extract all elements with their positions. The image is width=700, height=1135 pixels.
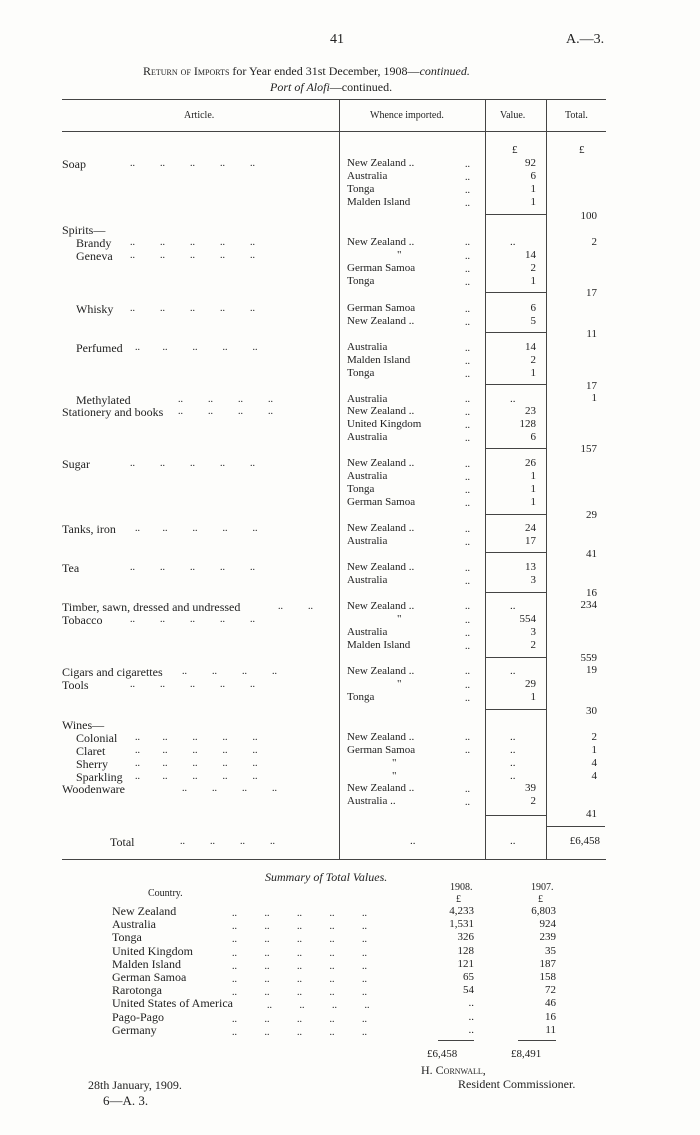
summary-country: Pago-Pago (112, 1009, 164, 1024)
article-sugar: Sugar (62, 457, 90, 471)
whence: Australia (347, 341, 388, 353)
total: 19 (586, 664, 597, 676)
summary-currency-1907: £ (538, 894, 543, 905)
ditto-mark: " (397, 613, 402, 625)
summary-1908-column (430, 905, 474, 1037)
summary-1907-value: 35 (545, 944, 556, 957)
summary-rule-1907 (518, 1040, 556, 1041)
subtotal-rule (486, 709, 546, 710)
summary-1908-value: .. (468, 1010, 474, 1023)
whence: New Zealand .. (347, 405, 415, 417)
value: 14 (525, 341, 536, 353)
article-brandy: Brandy (76, 236, 112, 250)
value: 2 (530, 354, 536, 366)
subtotal-rule (486, 657, 546, 658)
value: 29 (525, 678, 536, 690)
leader-dots: .. .. .. (465, 407, 470, 444)
total: 30 (586, 705, 597, 717)
value: 24 (525, 522, 536, 534)
value: 554 (519, 613, 536, 625)
article-sparkling: Sparkling (76, 770, 123, 784)
value: 1 (530, 196, 536, 208)
summary-country-header: Country. (148, 888, 183, 899)
total-rule (547, 826, 605, 827)
whence: New Zealand .. (347, 157, 415, 169)
summary-1907-value: 924 (539, 918, 556, 931)
summary-1907-value: 16 (545, 1010, 556, 1023)
value: 6 (530, 431, 536, 443)
article-spirits: Spirits— (62, 223, 106, 237)
whence: Australia (347, 393, 388, 405)
whence: New Zealand .. (347, 561, 415, 573)
summary-country: United States of America (112, 996, 233, 1011)
leader-dots: .. .. (465, 563, 470, 587)
leader-dots: .. .. .. .. (180, 836, 275, 847)
article-soap: Soap (62, 157, 86, 171)
whence: New Zealand .. (347, 315, 415, 327)
grand-total-value: .. (510, 835, 516, 847)
footer-code: 6—A. 3. (103, 1093, 149, 1108)
table-top-rule (62, 99, 606, 100)
whence: Tonga (347, 367, 375, 379)
subtotal-rule (486, 448, 546, 449)
total: 16 (586, 587, 597, 599)
table-header-rule (62, 131, 606, 132)
column-divider-whence (485, 99, 486, 859)
subtotal-rule (486, 514, 546, 515)
header-total: Total. (565, 110, 588, 121)
whence: Malden Island (347, 196, 411, 208)
value: .. (510, 393, 516, 405)
leader-dots: .. .. (278, 601, 313, 612)
value: 23 (525, 405, 536, 417)
article-whisky: Whisky (76, 302, 114, 316)
leader-dots: .. .. (465, 524, 470, 548)
total: 559 (580, 652, 597, 664)
total-currency: £ (579, 144, 585, 156)
whence: German Samoa (347, 744, 416, 756)
total: 2 (591, 236, 597, 248)
leader-dots: .. (465, 237, 470, 248)
article-tea: Tea (62, 561, 80, 575)
subtotal-rule (486, 292, 546, 293)
leader-dots: .. .. .. .. .. (130, 614, 255, 625)
value: .. (510, 757, 516, 769)
whence: Tonga (347, 483, 375, 495)
leader-dots: .. .. .. .. .. (135, 745, 258, 756)
summary-1907-value: 11 (545, 1023, 556, 1036)
article-wines: Wines— (62, 718, 105, 732)
whence: Australia .. (347, 795, 396, 807)
value: 1 (530, 496, 536, 508)
leader-dots: .. .. .. .. .. (130, 303, 255, 314)
total: 17 (586, 287, 597, 299)
summary-year-1908: 1908. (450, 882, 473, 893)
summary-1907-value: 6,803 (531, 905, 556, 917)
summary-country: Rarotonga (112, 983, 162, 998)
column-divider-article (339, 99, 340, 859)
leader-dots: .. .. .. .. (178, 406, 273, 417)
article-geneva: Geneva (76, 249, 113, 263)
total: 41 (586, 548, 597, 560)
subtotal-rule (486, 332, 546, 333)
value: 2 (530, 262, 536, 274)
value: .. (510, 665, 516, 677)
article-tools: Tools (62, 678, 89, 692)
whence: German Samoa (347, 302, 416, 314)
summary-1908-value: 121 (457, 957, 474, 970)
subtotal-rule (486, 815, 546, 816)
value: 6 (530, 170, 536, 182)
article-tobacco: Tobacco (62, 613, 103, 627)
total: 100 (580, 210, 597, 222)
value: 2 (530, 639, 536, 651)
leader-dots: .. (465, 601, 470, 612)
leader-dots: .. .. .. .. .. .. .. .. .. .. .. .. .. .. .. .. .. .. .. .. .. .. .. .. .. .. .. .. .. .. .. .. .. .. .. .. .. .. .. .. .. .. .. .. .. .. .. .. .. (232, 908, 370, 1038)
leader-dots: .. .. .. .. (178, 394, 273, 405)
leader-dots: .. (465, 745, 470, 756)
summary-1907-value: 239 (539, 931, 556, 944)
value: 128 (519, 418, 536, 430)
summary-country: German Samoa (112, 970, 187, 985)
ditto-mark: " (397, 678, 402, 690)
whence: Australia (347, 626, 388, 638)
title-continued: continued. (419, 64, 470, 78)
whence: New Zealand .. (347, 236, 415, 248)
value: .. (510, 770, 516, 782)
whence: Tonga (347, 183, 375, 195)
value: .. (510, 731, 516, 743)
whence: United Kingdom (347, 418, 422, 430)
whence: New Zealand .. (347, 457, 415, 469)
value: 1 (530, 183, 536, 195)
summary-total-1908: £6,458 (427, 1048, 458, 1060)
leader-dots: .. .. .. .. .. (130, 458, 255, 469)
article-sherry: Sherry (76, 757, 108, 771)
value: 17 (525, 535, 536, 547)
leader-dots: .. .. .. .. .. (130, 158, 255, 169)
port-name: Port of Alofi (270, 80, 330, 94)
summary-year-1907: 1907. (531, 882, 554, 893)
summary-1908-value: 1,531 (449, 918, 474, 931)
ditto-mark: " (392, 770, 397, 782)
whence: Australia (347, 470, 388, 482)
summary-1908-value: 326 (457, 931, 474, 944)
value: .. (510, 600, 516, 612)
total: 4 (591, 757, 597, 769)
value: 26 (525, 457, 536, 469)
value: 14 (525, 249, 536, 261)
leader-dots: .. .. .. .. .. (130, 237, 255, 248)
page-ref: A.—3. (566, 32, 605, 47)
value: 3 (530, 574, 536, 586)
table-bottom-rule (62, 859, 606, 860)
article-stationery: Stationery and books (62, 405, 164, 419)
total: 4 (591, 770, 597, 782)
article-woodenware: Woodenware (62, 782, 126, 796)
ditto-mark: " (397, 249, 402, 261)
article-tanks: Tanks, iron (62, 522, 116, 536)
whence: Tonga (347, 275, 375, 287)
page-number: 41 (330, 32, 344, 47)
total: 157 (580, 443, 597, 455)
summary-1908-value: 4,233 (449, 905, 474, 917)
subtotal-rule (486, 214, 546, 215)
leader-dots: .. .. .. .. (465, 459, 470, 509)
summary-1908-value: .. (468, 997, 474, 1010)
signature-role: Resident Commissioner. (458, 1077, 576, 1091)
value: 13 (525, 561, 536, 573)
leader-dots: .. .. (465, 784, 470, 808)
value: 1 (530, 691, 536, 703)
value: 1 (530, 367, 536, 379)
value: 1 (530, 470, 536, 482)
leader-dots: .. .. .. .. .. (130, 679, 255, 690)
whence: Australia (347, 170, 388, 182)
summary-country: United Kingdom (112, 943, 193, 958)
summary-1907-value: 187 (539, 957, 556, 970)
value: 92 (525, 157, 536, 169)
leader-dots: .. .. (465, 680, 470, 704)
summary-1907-value: 72 (545, 984, 556, 997)
whence: Australia (347, 574, 388, 586)
subtotal-rule (486, 552, 546, 553)
summary-country: New Zealand (112, 904, 177, 918)
total: 1 (591, 744, 597, 756)
whence: Tonga (347, 691, 375, 703)
footer-date: 28th January, 1909. (88, 1078, 182, 1092)
summary-currency-1908: £ (456, 894, 461, 905)
leader-dots: .. .. (465, 304, 470, 328)
total: 29 (586, 509, 597, 521)
whence: New Zealand .. (347, 731, 415, 743)
leader-dots: .. .. .. (465, 251, 470, 288)
value: 5 (530, 315, 536, 327)
leader-dots: .. .. .. .. .. (135, 771, 258, 782)
leader-dots: .. (465, 732, 470, 743)
leader-dots: .. (465, 666, 470, 677)
value-currency: £ (512, 144, 518, 156)
article-timber: Timber, sawn, dressed and undressed (62, 600, 241, 614)
summary-country: Tonga (112, 930, 142, 945)
leader-dots: .. .. .. .. .. (130, 562, 255, 573)
table-title (143, 64, 470, 79)
whence: German Samoa (347, 496, 416, 508)
total: 41 (586, 808, 597, 820)
signature-name: H. Cornwall, (421, 1063, 486, 1077)
leader-dots: .. .. .. (465, 615, 470, 652)
article-methylated: Methylated (76, 393, 131, 407)
article-cigars: Cigars and cigarettes (62, 665, 163, 679)
subtotal-rule (486, 592, 546, 593)
article-claret: Claret (76, 744, 106, 758)
value: .. (510, 236, 516, 248)
summary-country: Australia (112, 917, 156, 932)
article-perfumed: Perfumed (76, 341, 123, 355)
summary-1908-value: 128 (457, 944, 474, 957)
summary-country: Malden Island (112, 956, 181, 971)
grand-total-amount: £6,458 (569, 835, 600, 847)
header-whence: Whence imported. (370, 110, 444, 121)
summary-rule-1908 (438, 1040, 474, 1041)
total: 1 (591, 392, 597, 404)
subtotal-rule (486, 384, 546, 385)
whence: Australia (347, 535, 388, 547)
grand-total-label: Total (110, 835, 135, 849)
whence: Australia (347, 431, 388, 443)
ditto-mark: " (392, 757, 397, 769)
value: 2 (530, 795, 536, 807)
value: 39 (525, 782, 536, 794)
whence: New Zealand .. (347, 600, 415, 612)
summary-title: Summary of Total Values. (265, 870, 388, 884)
value: 6 (530, 302, 536, 314)
total: 234 (580, 599, 597, 611)
summary-1908-value: .. (468, 1023, 474, 1036)
whence: German Samoa (347, 262, 416, 274)
leader-dots: .. .. .. .. .. (135, 342, 258, 353)
total: 11 (586, 328, 597, 340)
whence: New Zealand .. (347, 665, 415, 677)
title-middle: for Year ended 31st December, 1908— (229, 64, 420, 78)
leader-dots: .. (465, 394, 470, 405)
grand-total-whence: .. (410, 835, 416, 847)
title-prefix: Return of Imports (143, 64, 230, 78)
summary-total-1907: £8,491 (511, 1048, 542, 1060)
leader-dots: .. .. .. .. .. (135, 758, 258, 769)
header-value: Value. (500, 110, 526, 121)
leader-dots: .. .. .. .. .. (135, 732, 258, 743)
summary-1908-value: 65 (463, 971, 474, 984)
whence: Malden Island (347, 354, 411, 366)
value: 1 (530, 275, 536, 287)
column-divider-value (546, 99, 547, 859)
value: 3 (530, 626, 536, 638)
leader-dots: .. .. .. .. .. (130, 250, 255, 261)
leader-dots: .. .. .. .. (182, 783, 277, 794)
summary-1907-value: 158 (539, 971, 556, 984)
leader-dots: .. .. .. .. (182, 666, 277, 677)
article-colonial: Colonial (76, 731, 118, 745)
table-subtitle (270, 80, 392, 95)
total: 2 (591, 731, 597, 743)
summary-1908-value: 54 (463, 984, 474, 997)
leader-dots: .. .. .. .. .. (135, 523, 258, 534)
whence: New Zealand .. (347, 522, 415, 534)
summary-1907-column (510, 905, 556, 1037)
port-continued: —continued. (329, 80, 393, 94)
header-article: Article. (184, 110, 215, 121)
whence: Malden Island (347, 639, 411, 651)
leader-dots: .. .. .. .. (465, 159, 470, 209)
summary-1907-value: 46 (545, 997, 556, 1010)
value: .. (510, 744, 516, 756)
summary-countries (112, 905, 233, 1037)
total: 17 (586, 380, 597, 392)
value: 1 (530, 483, 536, 495)
whence: New Zealand .. (347, 782, 415, 794)
leader-dots: .. .. .. (465, 343, 470, 380)
summary-country: Germany (112, 1022, 157, 1037)
